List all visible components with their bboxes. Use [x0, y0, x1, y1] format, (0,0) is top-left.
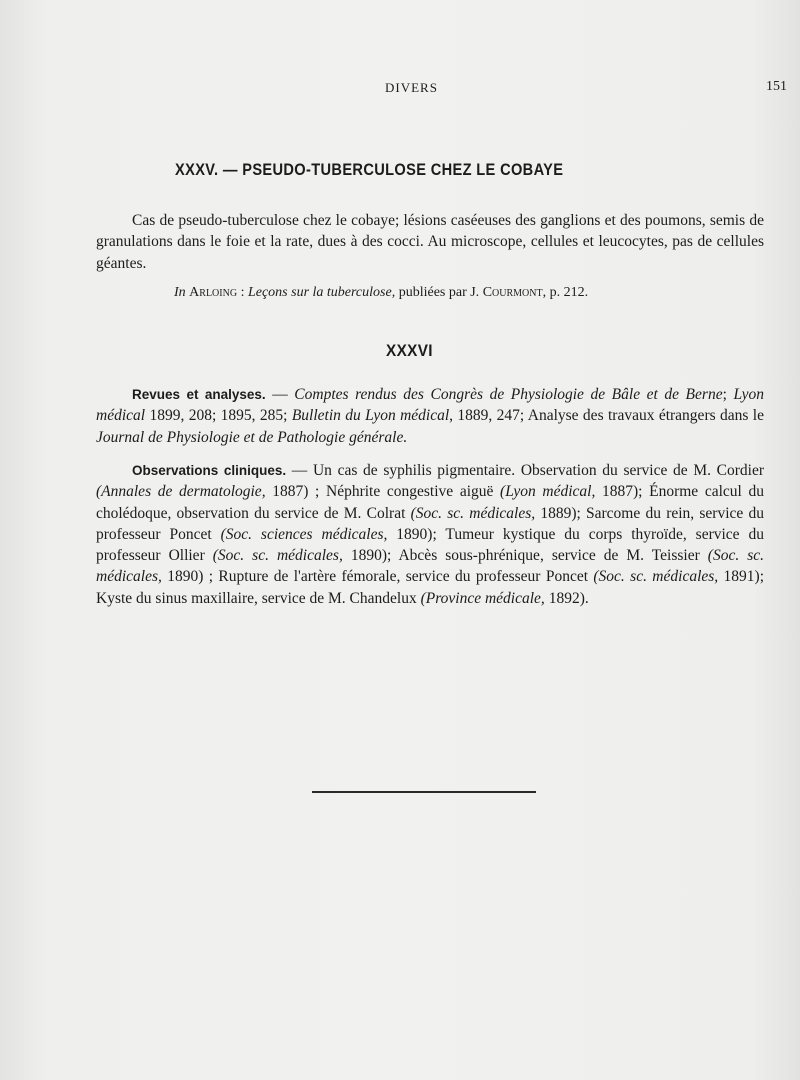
text-run: 1889); Sarcome du rein, service du professeur Poncet	[96, 504, 764, 543]
text-run: 1891); Kyste du sinus maxillaire, service de M. Chandelux	[96, 568, 765, 607]
journal-title: (Soc. sciences médicales,	[220, 525, 388, 543]
citation-editor: Courmont	[482, 285, 543, 300]
dash: —	[265, 386, 295, 403]
text-run: 1890) ; Rupture de l'artère fémorale, service du professeur Poncet	[161, 568, 594, 586]
end-rule	[312, 791, 536, 793]
citation-work: Leçons sur la tuberculose,	[247, 285, 396, 300]
section-title-xxxvi: XXXVI	[386, 341, 433, 360]
text-run: 1887); Énorme calcul du cholédoque, observation du service de M. Colrat	[96, 483, 764, 522]
journal-title: (Soc. sc. médicales,	[212, 547, 343, 565]
journal-title: Bulletin du Lyon médical	[291, 407, 450, 425]
running-head: DIVERS	[385, 80, 438, 95]
runin-heading-observations: Observations cliniques.	[132, 463, 287, 478]
citation-published: publiées par J.	[395, 285, 483, 300]
journal-title: (Annales de dermatologie,	[96, 483, 266, 501]
text-run: 1890); Tumeur kystique du corps thyroïde, service du professeur Ollier	[96, 525, 764, 565]
text-run: 1887) ; Néphrite congestive aiguë	[265, 483, 501, 501]
paragraph-pseudo-tuberculose: Cas de pseudo-tuberculose chez le cobaye; lésions caséeuses des ganglions et des poumons, semis de granulations dans le foie et la rate, dues à des cocci. Au microscope, cellules et leucocytes, pas de cellules géantes.	[96, 212, 764, 272]
text-run: , 1889, 247; Analyse des travaux étrangers dans le	[449, 407, 764, 425]
citation-prefix: In	[174, 285, 190, 300]
runin-heading-revues: Revues et analyses.	[132, 387, 266, 402]
dash: —	[286, 462, 313, 479]
journal-title: (Province médicale,	[420, 589, 545, 607]
text-run: 1899, 208; 1895, 285;	[145, 407, 292, 425]
citation	[174, 285, 588, 301]
journal-title: (Soc. sc. médicales,	[410, 504, 536, 522]
journal-title: Lyon médical	[96, 386, 764, 425]
journal-title: (Soc. sc. médicales,	[96, 547, 764, 586]
text-run: Un cas de syphilis pigmentaire. Observation du service de M. Cordier	[312, 462, 765, 479]
paragraph-revues	[96, 384, 764, 448]
text-run: 1890); Abcès sous-phrénique, service de M. Teissier	[342, 547, 708, 565]
journal-title: (Soc. sc. médicales,	[593, 568, 719, 586]
citation-page: , p. 212.	[542, 285, 589, 300]
text-run: ;	[722, 386, 734, 403]
page-number: 151	[766, 79, 787, 94]
journal-title: Comptes rendus des Congrès de Physiologie de Bâle et de Berne	[294, 386, 723, 403]
paragraph-observations	[96, 460, 764, 609]
text-run: 1892).	[544, 589, 589, 607]
journal-title: Journal de Physiologie et de Pathologie générale.	[96, 428, 408, 446]
section-title-xxxv: XXXV. — PSEUDO-TUBERCULOSE CHEZ LE COBAYE	[175, 160, 564, 179]
journal-title: (Lyon médical,	[500, 483, 596, 501]
citation-author: Arloing	[189, 285, 238, 300]
citation-sep: :	[237, 285, 248, 300]
